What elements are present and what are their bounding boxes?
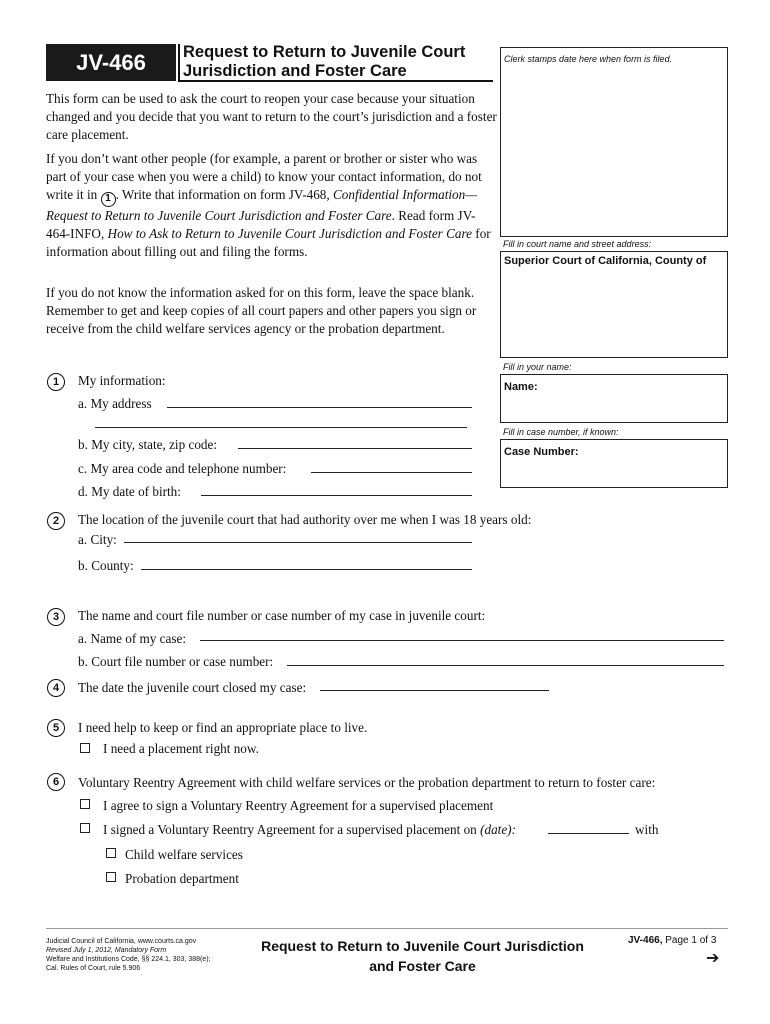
address-line-1[interactable]	[167, 407, 472, 408]
signed-agreement-checkbox[interactable]	[80, 823, 90, 833]
signed-agreement-date-line[interactable]	[548, 833, 629, 834]
intro-paragraph-3: If you do not know the information asked for on this form, leave the space blank. Remember to get and keep copies of all court papers and other papers you sign or receive from the child welfare services agency or the probation department.	[46, 285, 477, 337]
court-county-line[interactable]	[141, 569, 472, 570]
court-file-number-line[interactable]	[287, 665, 724, 666]
probation-label: Probation department	[125, 871, 239, 886]
footer-title-line2: and Foster Care	[369, 958, 476, 974]
agree-to-sign-label: I agree to sign a Voluntary Reentry Agreement for a supervised placement	[103, 798, 494, 813]
clerk-stamp-label: Clerk stamps date here when form is filed.	[504, 54, 673, 64]
section-6-title: Voluntary Reentry Agreement with child welfare services or the probation department to return to foster care:	[78, 775, 656, 790]
intro-p2-info-title: How to Ask to Return to Juvenile Court Jurisdiction and Foster Care	[107, 226, 472, 242]
placement-now-label: I need a placement right now.	[103, 741, 259, 756]
court-city-line[interactable]	[124, 542, 472, 543]
next-page-arrow-icon: ➔	[706, 948, 720, 967]
form-title-line1: Request to Return to Juvenile Court	[183, 43, 466, 61]
footer-rule	[46, 928, 728, 929]
court-county-label: b. County:	[78, 558, 134, 573]
section-4-number: 4	[47, 679, 65, 697]
case-name-line[interactable]	[200, 640, 724, 641]
intro-p2-text: If you don’t want other people (for example, a parent or brother or sister who was part of your case when you were a child) to know your contact information, do not write it in	[46, 151, 482, 203]
city-state-zip-line[interactable]	[238, 448, 472, 449]
section-1-number: 1	[47, 373, 65, 391]
section-2-title: The location of the juvenile court that had authority over me when I was 18 years old:	[78, 512, 532, 527]
case-number-hint: Fill in case number, if known:	[503, 427, 619, 437]
case-name-label: a. Name of my case:	[78, 631, 187, 646]
court-address-field[interactable]	[500, 251, 728, 358]
footer-page-number: Page 1 of 3	[665, 935, 717, 946]
section-4-title: The date the juvenile court closed my case:	[78, 680, 307, 695]
footer-revised: Revised July 1, 2012, Mandatory Form	[46, 947, 167, 954]
footer-title-line1: Request to Return to Juvenile Court Jurisdiction	[261, 938, 584, 954]
footer-title	[240, 936, 605, 976]
footer-code: Welfare and Institutions Code, §§ 224.1, 303, 388(e);	[46, 956, 211, 963]
signed-agreement-date-label: (date):	[480, 822, 516, 837]
court-city-label: a. City:	[78, 532, 117, 547]
form-title	[183, 43, 465, 81]
name-hint: Fill in your name:	[503, 362, 572, 372]
form-number-badge: JV-466	[46, 44, 176, 81]
case-closed-date-line[interactable]	[320, 690, 549, 691]
court-label: Superior Court of California, County of	[504, 255, 707, 267]
case-number-label: Case Number:	[504, 446, 579, 458]
footer-rule-ref: Cal. Rules of Court, rule 5.906	[46, 965, 141, 972]
intro-p2-text-d: . Read form JV-464-INFO,	[46, 208, 476, 242]
address-label: a. My address	[78, 396, 152, 411]
form-title-line2: Jurisdiction and Foster Care	[183, 62, 407, 80]
court-hint: Fill in court name and street address:	[503, 239, 652, 249]
section-1-title: My information:	[78, 373, 166, 388]
intro-p2-form-title: Confidential Information—Request to Return to Juvenile Court Jurisdiction and Foster Care	[46, 187, 477, 223]
agree-to-sign-checkbox[interactable]	[80, 799, 90, 809]
section-6-number: 6	[47, 773, 65, 791]
phone-label: c. My area code and telephone number:	[78, 461, 287, 476]
name-label: Name:	[504, 381, 538, 393]
child-welfare-checkbox[interactable]	[106, 848, 116, 858]
birth-date-line[interactable]	[201, 495, 472, 496]
section-ref-badge: 1	[101, 192, 116, 207]
signed-agreement-label	[103, 822, 516, 838]
intro-p2-text-b: . Write that information on form JV-468,	[115, 187, 330, 203]
title-divider	[178, 44, 180, 82]
intro-p2-text-f: for information about filling out and filing the forms.	[46, 226, 491, 260]
child-welfare-label: Child welfare services	[125, 847, 243, 862]
section-5-number: 5	[47, 719, 65, 737]
footer-citation	[46, 937, 210, 973]
placement-now-checkbox[interactable]	[80, 743, 90, 753]
section-5-title: I need help to keep or find an appropriate place to live.	[78, 720, 368, 735]
footer-council: Judicial Council of California, www.courts.ca.gov	[46, 938, 197, 945]
title-rule	[180, 80, 493, 82]
section-3-number: 3	[47, 608, 65, 626]
phone-line[interactable]	[311, 472, 472, 473]
court-file-number-label: b. Court file number or case number:	[78, 654, 274, 669]
signed-agreement-text: I signed a Voluntary Reentry Agreement for a supervised placement on	[103, 822, 477, 837]
footer-form-number: JV-466,	[628, 935, 663, 946]
intro-paragraph-1: This form can be used to ask the court to reopen your case because your situation changed and you decide that you want to return to the court’s jurisdiction and a foster care placement.	[46, 91, 497, 143]
clerk-stamp-box	[500, 47, 728, 237]
address-line-2[interactable]	[95, 427, 467, 428]
intro-paragraph-2	[46, 150, 496, 262]
city-state-zip-label: b. My city, state, zip code:	[78, 437, 218, 452]
signed-agreement-with-label: with	[635, 822, 659, 837]
birth-date-label: d. My date of birth:	[78, 484, 181, 499]
footer-page-info	[628, 935, 716, 946]
probation-checkbox[interactable]	[106, 872, 116, 882]
section-3-title: The name and court file number or case number of my case in juvenile court:	[78, 608, 486, 623]
section-2-number: 2	[47, 512, 65, 530]
